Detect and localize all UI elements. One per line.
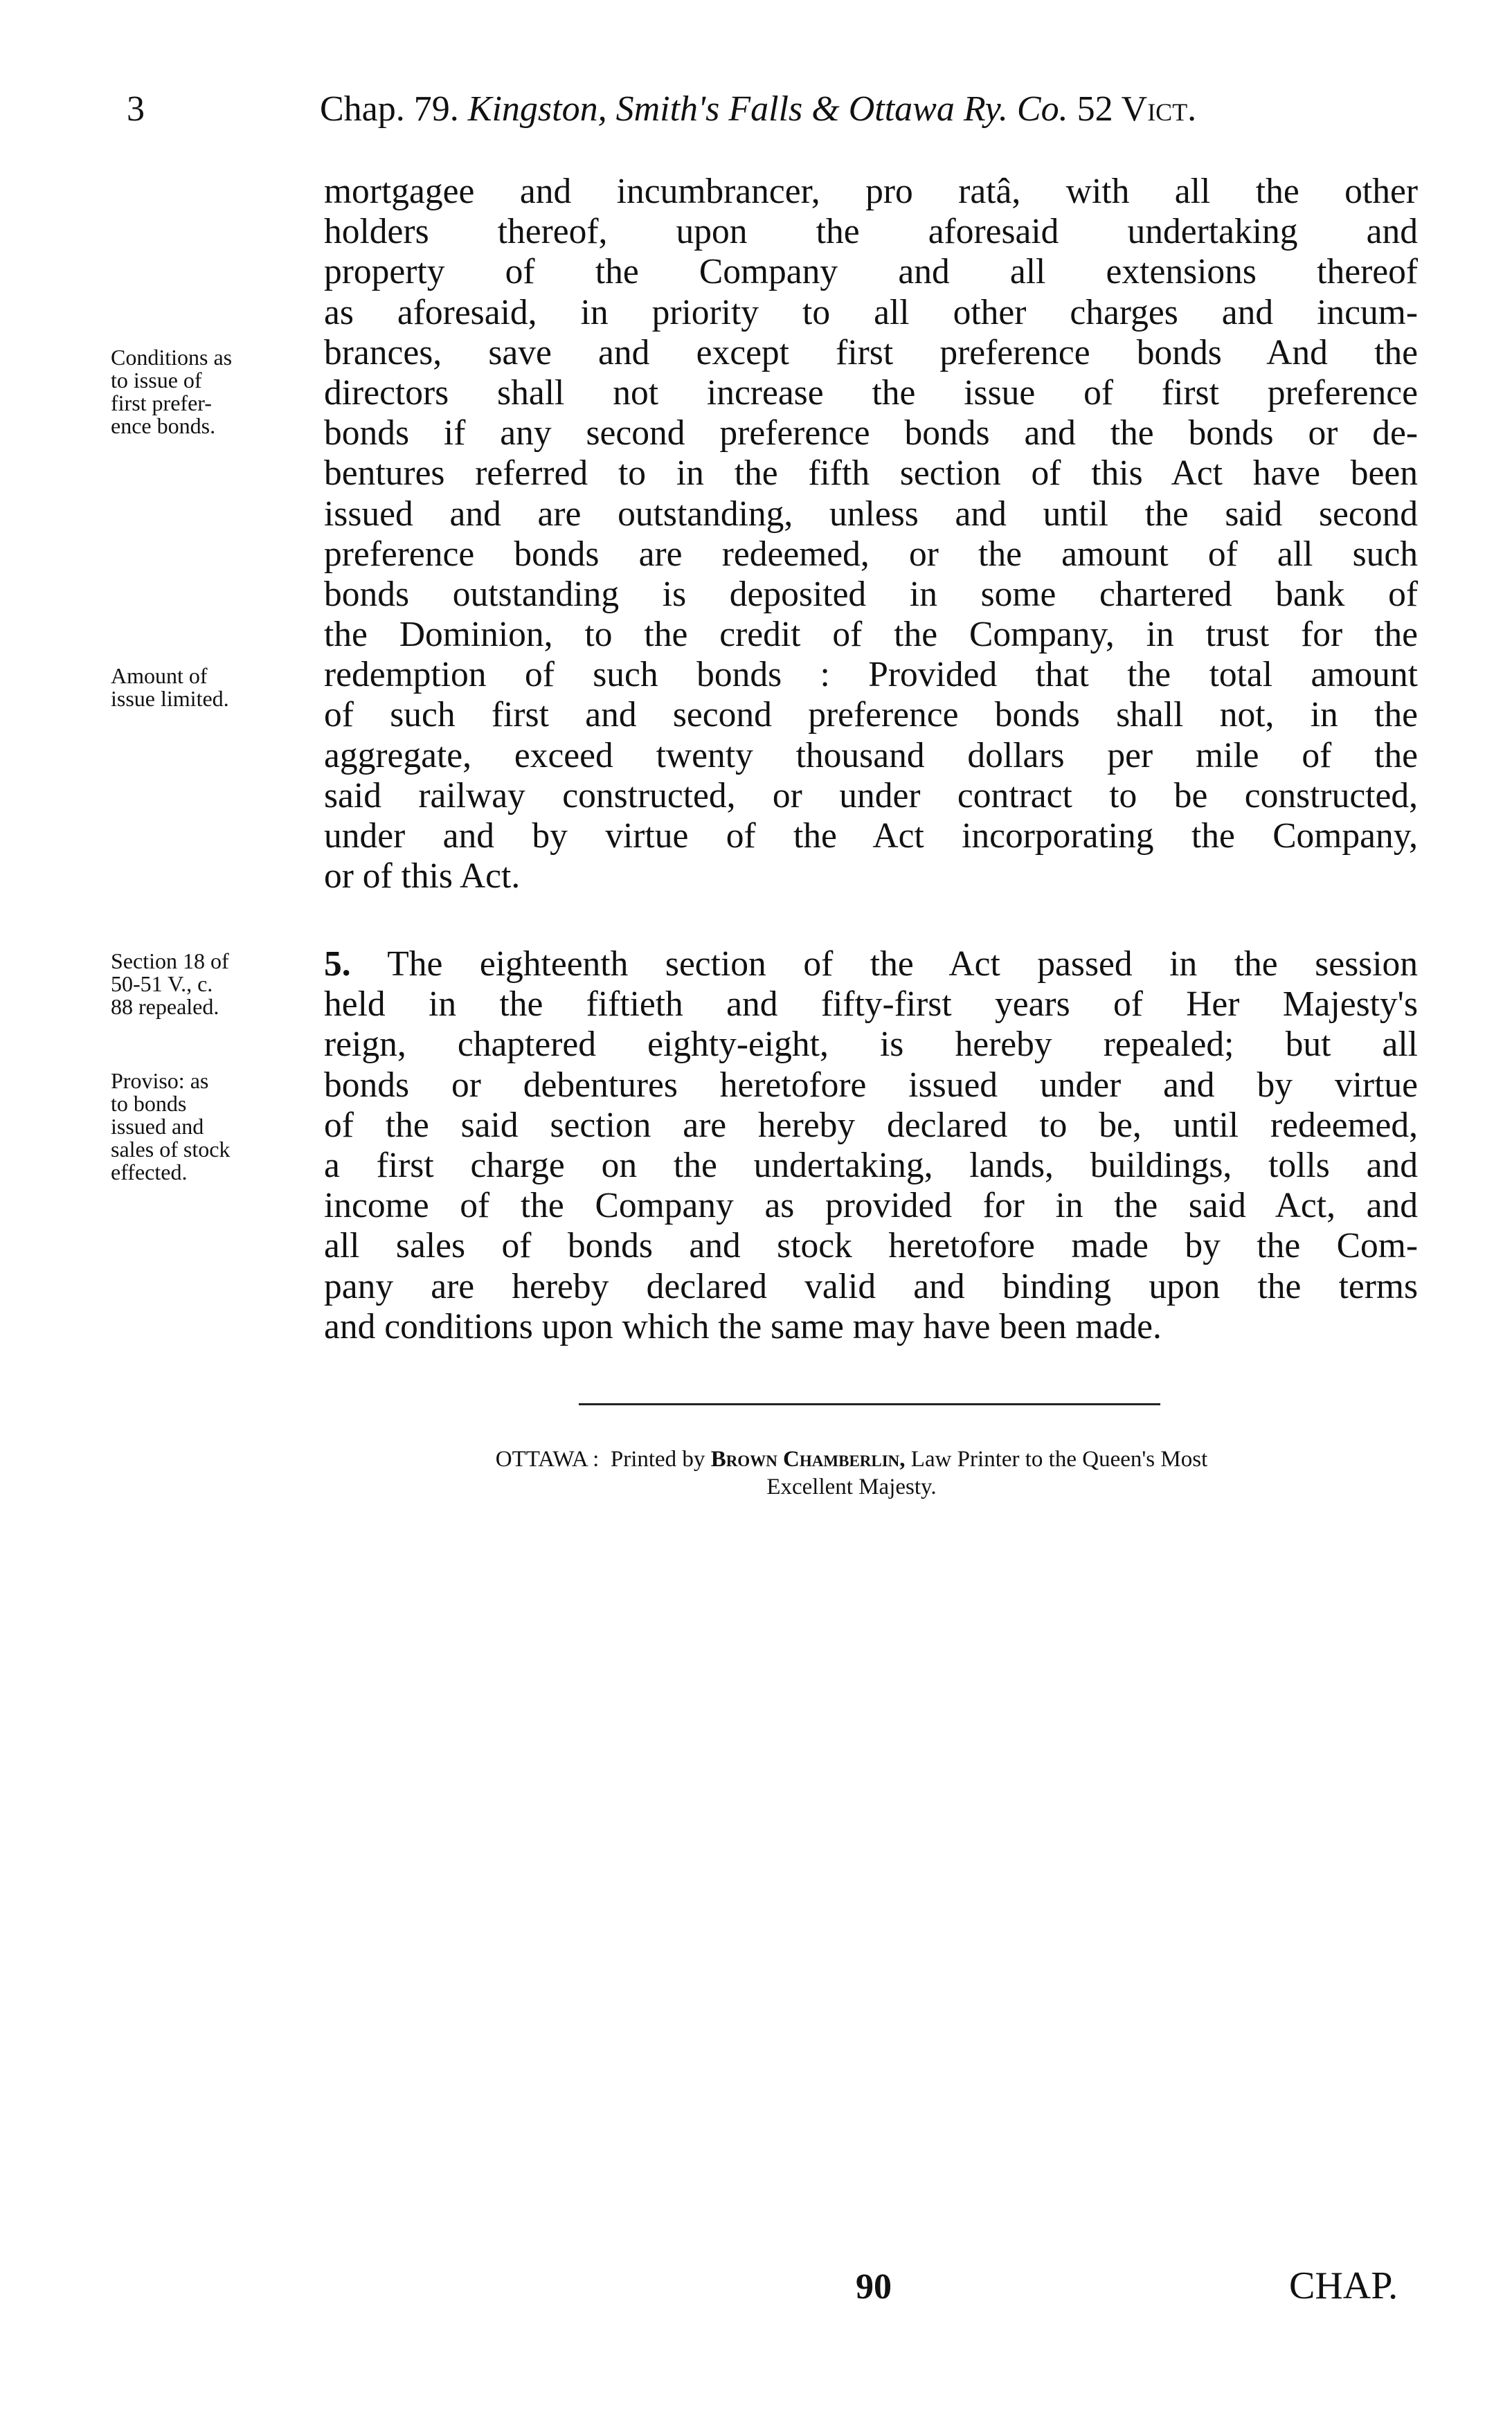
margin-note-line: Proviso: as xyxy=(111,1068,209,1093)
text-line: said railway constructed, or under contract to be constructed, xyxy=(324,775,1418,815)
text-line: income of the Company as provided for in the said Act, and xyxy=(324,1186,1418,1226)
section-number: 5. xyxy=(324,944,351,984)
imprint-line-2: Excellent Majesty. xyxy=(766,1475,937,1499)
text-line: pany are hereby declared valid and binding upon the terms xyxy=(324,1266,1418,1306)
text-line: aggregate, exceed twenty thousand dollars per mile of the xyxy=(324,735,1418,775)
folio-number: 90 xyxy=(856,2267,892,2307)
margin-note-line: to bonds xyxy=(111,1091,187,1116)
text-line: bentures referred to in the fifth section of this Act have been xyxy=(324,453,1418,494)
text-line: or of this Act. xyxy=(324,856,521,896)
imprint-place: OTTAWA : xyxy=(495,1447,600,1472)
text-line: bonds outstanding is deposited in some chartered bank of xyxy=(324,574,1418,614)
chapter-number: Chap. 79. xyxy=(320,89,459,129)
margin-note-line: first prefer- xyxy=(111,390,212,415)
body-paragraph-continued xyxy=(324,172,1418,896)
margin-note-conditions xyxy=(111,346,318,438)
imprint-line-1 xyxy=(291,1445,1412,1473)
act-title: Kingston, Smith's Falls & Ottawa Ry. Co. xyxy=(467,89,1068,129)
horizontal-rule xyxy=(579,1403,1160,1405)
text-line: reign, chaptered eighty-eight, is hereby repealed; but all xyxy=(324,1025,1418,1065)
margin-note-amount xyxy=(111,665,318,710)
margin-note-line: Conditions as xyxy=(111,345,233,370)
margin-note-line: effected. xyxy=(111,1160,188,1184)
imprint-printed-by: Printed by xyxy=(610,1447,705,1472)
text-line: issued and are outstanding, unless and until the said second xyxy=(324,494,1418,534)
section-first-line xyxy=(324,944,1418,984)
margin-note-line: Section 18 of xyxy=(111,948,229,973)
text-line: under and by virtue of the Act incorporating the Company, xyxy=(324,816,1418,856)
text-line: the Dominion, to the credit of the Company, in trust for the xyxy=(324,615,1418,655)
text-line: bonds or debentures heretofore issued under and by virtue xyxy=(324,1065,1418,1105)
text-line: brances, save and except first preference bonds And the xyxy=(324,332,1418,372)
imprint-title: Law Printer to the Queen's Most xyxy=(910,1447,1208,1472)
printer-imprint xyxy=(291,1445,1412,1501)
text-line: directors shall not increase the issue of first preference xyxy=(324,372,1418,413)
margin-note-line: 50-51 V., c. xyxy=(111,971,213,996)
text-line: held in the fiftieth and fifty-first years of Her Majesty's xyxy=(324,984,1418,1025)
margin-note-section-repealed xyxy=(111,950,318,1018)
margin-note-line: Amount of xyxy=(111,663,208,688)
section-first-line-text: The eighteenth section of the Act passed in the session xyxy=(387,944,1418,984)
imprint-printer-name: Brown Chamberlin, xyxy=(710,1447,906,1472)
margin-note-line: 88 repealed. xyxy=(111,994,219,1019)
margin-note-line: sales of stock xyxy=(111,1137,231,1162)
text-line: and conditions upon which the same may have been made. xyxy=(324,1306,1162,1346)
regnal-year: 52 Vict. xyxy=(1077,89,1197,129)
text-line: a first charge on the undertaking, lands, buildings, tolls and xyxy=(324,1145,1418,1185)
text-line: mortgagee and incumbrancer, pro ratâ, with all the other xyxy=(324,172,1418,211)
running-head xyxy=(320,89,1421,129)
text-line: redemption of such bonds : Provided that the total amount xyxy=(324,655,1418,695)
margin-note-line: to issue of xyxy=(111,368,202,393)
text-line: bonds if any second preference bonds and the bonds or de- xyxy=(324,413,1418,453)
margin-note-line: issued and xyxy=(111,1114,204,1139)
text-line: holders thereof, upon the aforesaid undertaking and xyxy=(324,212,1418,252)
margin-note-proviso xyxy=(111,1070,318,1184)
page-number: 3 xyxy=(127,89,145,129)
section-5-paragraph xyxy=(324,944,1418,1347)
text-line: preference bonds are redeemed, or the amount of all such xyxy=(324,534,1418,574)
text-line: as aforesaid, in priority to all other charges and incum- xyxy=(324,292,1418,332)
margin-note-line: ence bonds. xyxy=(111,413,216,438)
text-line: all sales of bonds and stock heretofore made by the Com- xyxy=(324,1226,1418,1266)
catchword: CHAP. xyxy=(1289,2264,1398,2307)
text-line: of such first and second preference bonds shall not, in the xyxy=(324,695,1418,735)
text-line: of the said section are hereby declared to be, until redeemed, xyxy=(324,1105,1418,1145)
margin-note-line: issue limited. xyxy=(111,686,229,711)
text-line: property of the Company and all extensions thereof xyxy=(324,252,1418,292)
